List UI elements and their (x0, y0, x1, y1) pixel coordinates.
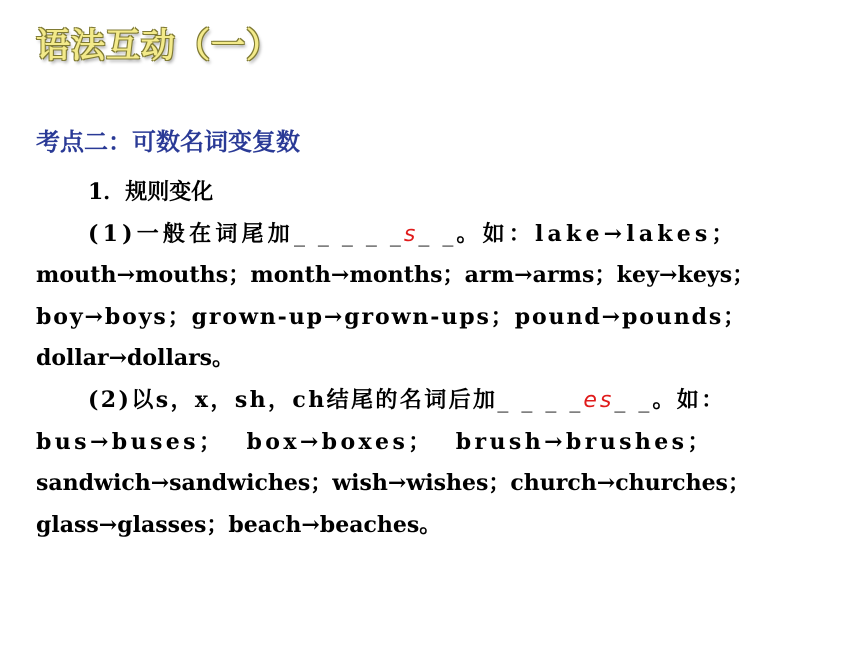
item2-line4: glass→glasses；beach→beaches。 (36, 511, 442, 538)
item1-line4: dollar→dollars。 (36, 345, 235, 372)
item2-line1 (36, 380, 802, 422)
item2-line3: sandwich→sandwiches；wish→wishes；church→churches； (36, 470, 750, 497)
slide-title: 语法互动（一） (36, 26, 281, 66)
item1-line2: mouth→mouths；month→months；arm→arms；key→keys； (36, 262, 755, 289)
item1-line3: boy→boys；grown-up→grown-ups；pound→pounds； (36, 303, 748, 330)
item2-suffix: 。如： (652, 386, 726, 413)
section-heading: 考点二：可数名词变复数 (36, 128, 300, 156)
item1-line1 (36, 214, 802, 256)
item2-line2: bus→buses； box→boxes； brush→brushes； (36, 428, 713, 455)
rule-heading: 1．规则变化 (88, 179, 214, 205)
rule-content (36, 172, 802, 546)
item2-blank-after: _ _ (614, 387, 653, 413)
item2-blank-before: _ _ _ _ (497, 387, 584, 413)
item1-blank-before: _ _ _ _ _ (293, 221, 404, 247)
item2-blank (497, 380, 652, 422)
item2-prefix: (2)以s，x，sh，ch结尾的名词后加 (88, 386, 498, 413)
item2-answer: es (583, 387, 615, 413)
item1-suffix: 。如：lake→lakes； (456, 220, 738, 247)
item1-answer: s (403, 221, 419, 247)
item1-prefix: (1)一般在词尾加 (88, 220, 294, 247)
item1-blank-after: _ _ (418, 221, 457, 247)
item1-blank (294, 214, 456, 256)
